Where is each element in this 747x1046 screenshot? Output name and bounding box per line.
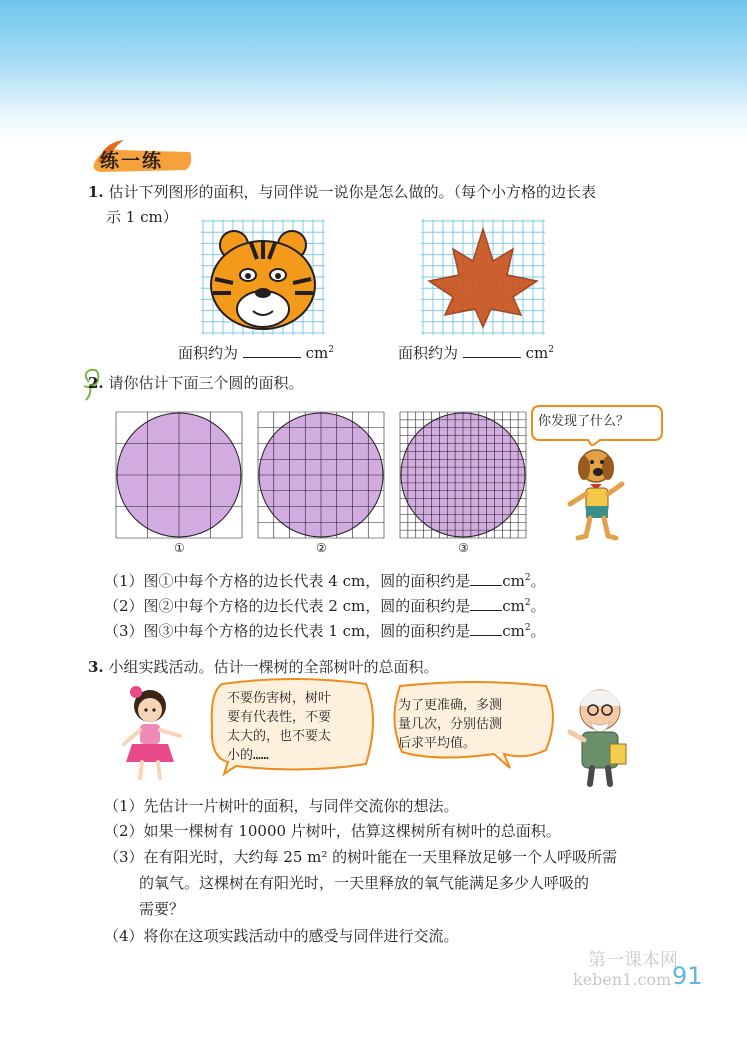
tiger-face-icon [211, 231, 315, 329]
answer-blank-left[interactable] [243, 344, 301, 358]
q2-sub-3-exp: 2 [524, 623, 531, 633]
q3-sub-2-label: （2） [104, 822, 144, 840]
q2-sub-2-text: 图②中每个方格的边长代表 2 cm，圆的面积约是 [143, 597, 471, 615]
leaf-grid [421, 219, 545, 335]
q3-sub-1-text: 先估计一片树叶的面积，与同伴交流你的想法。 [143, 797, 459, 815]
unit-exp-right: 2 [548, 345, 554, 355]
girl-character-icon [118, 684, 190, 782]
circle-label-2: ② [316, 541, 327, 555]
girl-speech-line-3: 太大的，也不要太 [227, 729, 332, 744]
q3-sub-4-text: 将你在这项实践活动中的感受与同伴进行交流。 [143, 927, 459, 945]
q2-sub-1-blank[interactable] [470, 572, 502, 586]
circle-label-1: ① [174, 541, 185, 555]
q1-text-line2: 示 1 cm） [106, 208, 178, 226]
q3-sub-2-text: 如果一棵树有 10000 片树叶，估算这棵树所有树叶的总面积。 [143, 822, 561, 840]
page-number: 91 [672, 962, 703, 990]
q3-sub-1-label: （1） [104, 797, 144, 815]
unit-exp-left: 2 [328, 345, 334, 355]
section-heading: 练一练 [100, 150, 164, 172]
girl-speech-line-2: 要有代表性，不要 [227, 710, 332, 725]
q2-sub-2-unit: cm [502, 597, 525, 615]
q1-answer-right [398, 339, 554, 364]
girl-speech-line-1: 不要伤害树，树叶 [227, 691, 332, 706]
watermark-line2: keben1.com [573, 970, 672, 989]
tiger-grid [201, 219, 325, 335]
man-speech-line-1: 为了更准确，多测 [398, 698, 503, 713]
q3-number: 3. [88, 658, 104, 676]
man-speech-text [398, 696, 502, 753]
unit-left: cm [305, 344, 329, 362]
q2-sub-3 [104, 617, 546, 642]
page-header-band [0, 0, 747, 140]
q3-sub-1 [104, 795, 459, 817]
circles-figure [114, 410, 528, 540]
q2-sub-1-unit: cm [502, 572, 525, 590]
q2-line [88, 372, 303, 394]
dog-character-icon [560, 444, 630, 544]
professor-character-icon [564, 684, 644, 788]
q2-sub-1-text: 图①中每个方格的边长代表 4 cm，圆的面积约是 [143, 572, 471, 590]
q3-sub-3-label: （3） [104, 848, 144, 866]
watermark-line1: 第一课本网 [588, 950, 678, 971]
q2-sub-1-label: （1） [104, 572, 144, 590]
q3-sub-3-text-1: 在有阳光时，大约每 25 m² 的树叶能在一天里释放足够一个人呼吸所需 [143, 848, 618, 866]
q2-sub-3-end: 。 [530, 622, 546, 640]
q2-sub-3-text: 图③中每个方格的边长代表 1 cm，圆的面积约是 [143, 622, 471, 640]
q3-sub-3-text-2: 的氧气。这棵树在有阳光时，一天里释放的氧气能满足多少人呼吸的 [139, 874, 590, 892]
q1-answer-left [178, 339, 334, 364]
circle-panel-2 [258, 412, 384, 538]
q2-sub-2-exp: 2 [524, 598, 531, 608]
q3-line [88, 656, 438, 678]
q2-sub-2 [104, 592, 546, 617]
answer-label-right: 面积约为 [398, 344, 459, 362]
circle-label-3: ③ [458, 541, 469, 555]
q2-sub-3-unit: cm [502, 622, 525, 640]
q3-sub-3-text-3: 需要？ [139, 900, 185, 918]
circle-panel-3 [400, 412, 526, 538]
q3-sub-4 [104, 925, 459, 947]
answer-blank-right[interactable] [463, 344, 521, 358]
q2-sub-1-exp: 2 [524, 573, 531, 583]
q3-sub-3 [104, 846, 617, 868]
q1-text-line1: 估计下列图形的面积，与同伴说一说你是怎么做的。（每个小方格的边长表 [108, 183, 596, 201]
q3-text: 小组实践活动。估计一棵树的全部树叶的总面积。 [108, 658, 439, 676]
girl-speech-line-4: 小的…… [227, 748, 269, 763]
q2-text: 请你估计下面三个圆的面积。 [108, 374, 304, 392]
q2-sub-2-label: （2） [104, 597, 144, 615]
man-speech-line-2: 量几次，分别估测 [398, 717, 503, 732]
dog-speech-text: 你发现了什么？ [538, 414, 630, 429]
q2-sub-2-blank[interactable] [470, 597, 502, 611]
q1-number: 1. [88, 183, 104, 201]
q2-sub-3-label: （3） [104, 622, 144, 640]
q3-sub-2 [104, 820, 561, 842]
q3-sub-4-label: （4） [104, 927, 144, 945]
q2-sub-2-end: 。 [530, 597, 546, 615]
q2-sub-1 [104, 567, 546, 592]
q1-line1 [88, 181, 596, 203]
q2-sub-3-blank[interactable] [470, 622, 502, 636]
man-speech-line-3: 后求平均值。 [398, 736, 477, 751]
circle-panel-1 [116, 412, 242, 538]
answer-label-left: 面积约为 [178, 344, 239, 362]
q2-sub-1-end: 。 [530, 572, 546, 590]
q2-number: 2. [88, 374, 104, 392]
unit-right: cm [525, 344, 549, 362]
girl-speech-text [227, 689, 331, 765]
